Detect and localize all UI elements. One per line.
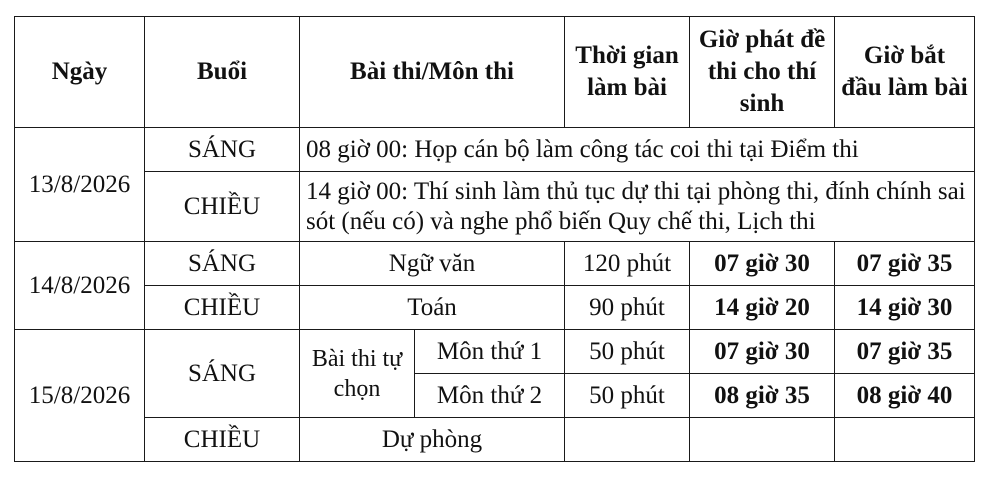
note-cell: 14 giờ 00: Thí sinh làm thủ tục dự thi tại phòng thi, đính chính sai sót (nếu có) và nghe phổ biến Quy chế thi, Lịch thi xyxy=(300,172,975,242)
subject-cell: Dự phòng xyxy=(300,418,565,462)
session-cell: SÁNG xyxy=(145,128,300,172)
header-gio-phat: Giờ phát đề thi cho thí sinh xyxy=(690,17,835,128)
duration-cell: 90 phút xyxy=(565,286,690,330)
table-row xyxy=(15,172,975,242)
table-row xyxy=(15,286,975,330)
start-time-cell: 08 giờ 40 xyxy=(835,374,975,418)
session-cell: CHIỀU xyxy=(145,418,300,462)
header-gio-bat-dau: Giờ bắt đầu làm bài xyxy=(835,17,975,128)
distribute-time-cell: 07 giờ 30 xyxy=(690,242,835,286)
header-buoi: Buổi xyxy=(145,17,300,128)
table-row xyxy=(15,418,975,462)
group-cell: Bài thi tự chọn xyxy=(300,330,415,418)
start-time-cell: 14 giờ 30 xyxy=(835,286,975,330)
subject-cell: Ngữ văn xyxy=(300,242,565,286)
empty-cell xyxy=(690,418,835,462)
session-cell: SÁNG xyxy=(145,330,300,418)
exam-schedule-table xyxy=(14,16,975,462)
distribute-time-cell: 14 giờ 20 xyxy=(690,286,835,330)
table-row xyxy=(15,128,975,172)
date-cell: 15/8/2026 xyxy=(15,330,145,462)
duration-cell: 120 phút xyxy=(565,242,690,286)
duration-cell: 50 phút xyxy=(565,330,690,374)
date-cell: 13/8/2026 xyxy=(15,128,145,242)
note-cell: 08 giờ 00: Họp cán bộ làm công tác coi thi tại Điểm thi xyxy=(300,128,975,172)
session-cell: SÁNG xyxy=(145,242,300,286)
table-row xyxy=(15,242,975,286)
distribute-time-cell: 08 giờ 35 xyxy=(690,374,835,418)
table-row xyxy=(15,330,975,374)
start-time-cell: 07 giờ 35 xyxy=(835,242,975,286)
subject-cell: Toán xyxy=(300,286,565,330)
empty-cell xyxy=(565,418,690,462)
session-cell: CHIỀU xyxy=(145,172,300,242)
subject-cell: Môn thứ 2 xyxy=(415,374,565,418)
subject-cell: Môn thứ 1 xyxy=(415,330,565,374)
header-bai-thi: Bài thi/Môn thi xyxy=(300,17,565,128)
empty-cell xyxy=(835,418,975,462)
header-row xyxy=(15,17,975,128)
header-ngay: Ngày xyxy=(15,17,145,128)
duration-cell: 50 phút xyxy=(565,374,690,418)
start-time-cell: 07 giờ 35 xyxy=(835,330,975,374)
header-thoi-gian: Thời gian làm bài xyxy=(565,17,690,128)
date-cell: 14/8/2026 xyxy=(15,242,145,330)
session-cell: CHIỀU xyxy=(145,286,300,330)
distribute-time-cell: 07 giờ 30 xyxy=(690,330,835,374)
